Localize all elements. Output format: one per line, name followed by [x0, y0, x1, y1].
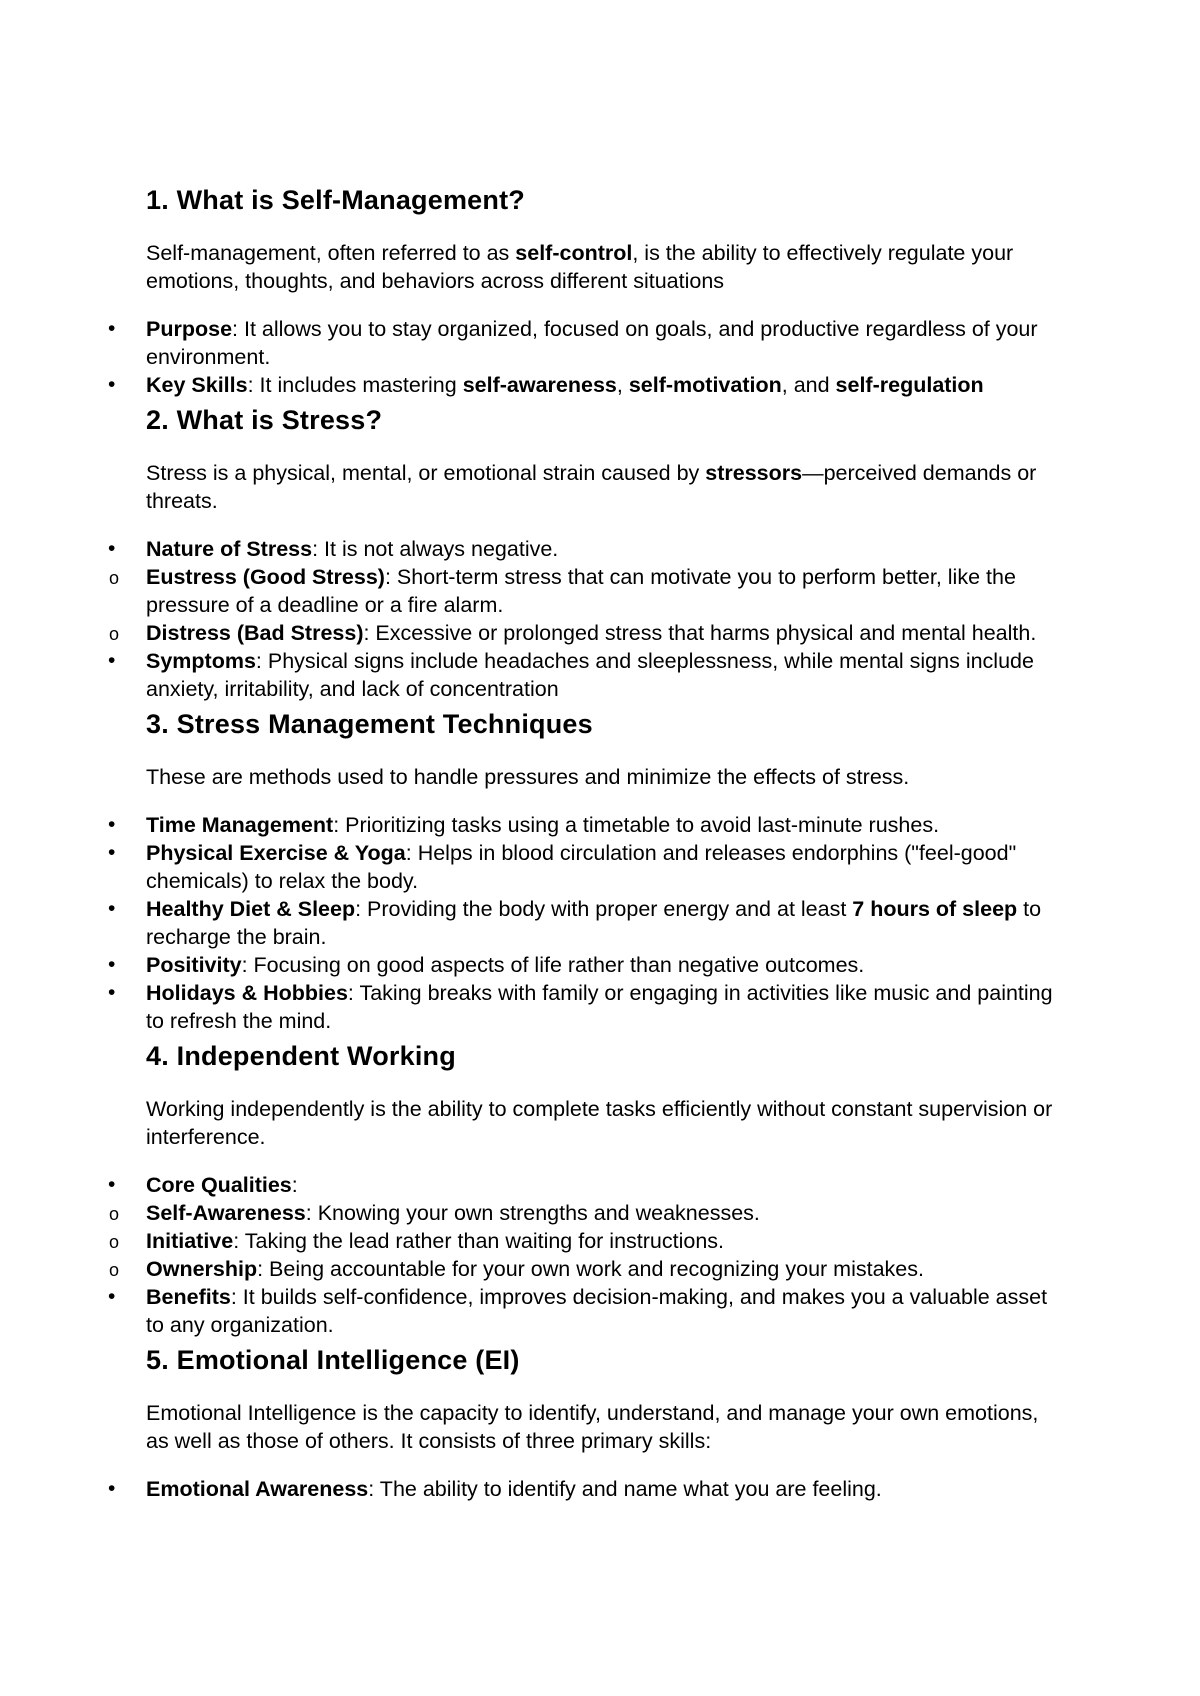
section-emotional-intelligence — [108, 1343, 1066, 1503]
list-item — [108, 895, 1066, 951]
section-heading: 4. Independent Working — [146, 1041, 456, 1071]
bullet-icon: • — [108, 373, 116, 396]
section-heading: 2. What is Stress? — [146, 405, 383, 435]
bullet-list — [108, 535, 1066, 703]
list-item — [108, 1475, 1066, 1503]
bullet-icon: • — [108, 1285, 116, 1308]
bullet-icon: • — [108, 981, 116, 1004]
section-stress — [108, 403, 1066, 703]
intro-text: , is the ability to effectively regulate your emotions, thoughts, and behaviors across different situations — [146, 241, 1014, 293]
list-item — [109, 619, 1066, 647]
item-text: : The ability to identify and name what you are feeling. — [368, 1477, 882, 1501]
section-stress-management — [108, 707, 1066, 1035]
item-text: : Knowing your own strengths and weaknesses. — [305, 1201, 760, 1225]
sub-bullet-icon: o — [109, 568, 120, 588]
list-item — [109, 1227, 1066, 1255]
item-text: : It is not always negative. — [312, 537, 559, 561]
item-label: Positivity — [146, 953, 242, 977]
sub-bullet-icon: o — [109, 1204, 120, 1224]
list-item — [108, 979, 1066, 1035]
bullet-icon: • — [108, 317, 116, 340]
bullet-icon: • — [108, 953, 116, 976]
item-text: : Excessive or prolonged stress that harms physical and mental health. — [363, 621, 1037, 645]
item-text: : Helps in blood circulation and releases endorphins ("feel-good" chemicals) to relax the body. — [146, 841, 1017, 893]
section-intro — [146, 239, 1066, 295]
bullet-list — [108, 1475, 1066, 1503]
intro-text: Working independently is the ability to complete tasks efficiently without constant supervision or interference. — [146, 1097, 1053, 1149]
item-label: Emotional Awareness — [146, 1477, 369, 1501]
list-item — [108, 535, 1066, 563]
item-label: Symptoms — [146, 649, 256, 673]
list-item — [108, 371, 1066, 399]
bullet-icon: • — [108, 813, 116, 836]
intro-text: Self-management, often referred to as — [146, 241, 516, 265]
section-heading: 5. Emotional Intelligence (EI) — [146, 1345, 520, 1375]
item-label: Physical Exercise & Yoga — [146, 841, 406, 865]
item-text: : Providing the body with proper energy and at least — [355, 897, 853, 921]
item-label: Time Management — [146, 813, 334, 837]
section-self-management — [108, 183, 1066, 399]
bullet-icon: • — [108, 1477, 116, 1500]
document-content — [108, 183, 1066, 1507]
intro-text: Emotional Intelligence is the capacity to identify, understand, and manage your own emotions, as well as those of others. It consists of three primary skills: — [146, 1401, 1039, 1453]
section-intro — [146, 763, 1066, 791]
section-heading: 3. Stress Management Techniques — [146, 709, 593, 739]
bullet-icon: • — [108, 537, 116, 560]
section-intro — [146, 459, 1066, 515]
list-item — [109, 1199, 1066, 1227]
item-bold-term: self-awareness — [462, 373, 617, 397]
list-item — [108, 1283, 1066, 1339]
item-text: : It includes mastering — [247, 373, 463, 397]
list-item — [108, 951, 1066, 979]
item-label: Eustress (Good Stress) — [146, 565, 385, 589]
bullet-list — [108, 811, 1066, 1035]
intro-text: These are methods used to handle pressures and minimize the effects of stress. — [146, 765, 910, 789]
item-text: : It allows you to stay organized, focused on goals, and productive regardless of your environment. — [146, 317, 1038, 369]
item-bold-term: self-motivation — [628, 373, 782, 397]
section-intro — [146, 1095, 1066, 1151]
item-bold-term: self-regulation — [835, 373, 984, 397]
bullet-icon: • — [108, 1173, 116, 1196]
intro-text: Stress is a physical, mental, or emotional strain caused by — [146, 461, 706, 485]
item-text: : Short-term stress that can motivate you to perform better, like the pressure of a deadline or a fire alarm. — [146, 565, 1016, 617]
list-item — [108, 315, 1066, 371]
bullet-list — [108, 315, 1066, 399]
item-text: : Prioritizing tasks using a timetable to avoid last-minute rushes. — [333, 813, 940, 837]
sub-bullet-icon: o — [109, 1260, 120, 1280]
item-text: : Focusing on good aspects of life rather than negative outcomes. — [241, 953, 865, 977]
item-text: , — [616, 373, 629, 397]
item-text: : — [291, 1173, 298, 1197]
item-text: : Taking the lead rather than waiting for instructions. — [233, 1229, 725, 1253]
intro-bold-term: self-control — [515, 241, 633, 265]
item-text: : Being accountable for your own work and recognizing your mistakes. — [257, 1257, 924, 1281]
list-item — [108, 839, 1066, 895]
intro-text: —perceived demands or threats. — [146, 461, 1037, 513]
bullet-icon: • — [108, 841, 116, 864]
list-item — [109, 563, 1066, 619]
item-label: Healthy Diet & Sleep — [146, 897, 356, 921]
bullet-icon: • — [108, 897, 116, 920]
list-item — [108, 1171, 1066, 1199]
item-label: Key Skills — [146, 373, 248, 397]
item-text: : Physical signs include headaches and sleeplessness, while mental signs include anxiety, irritability, and lack of concentration — [146, 649, 1034, 701]
item-label: Distress (Bad Stress) — [146, 621, 364, 645]
item-label: Holidays & Hobbies — [146, 981, 348, 1005]
item-text: , and — [781, 373, 836, 397]
item-label: Core Qualities — [146, 1173, 292, 1197]
sub-bullet-icon: o — [109, 624, 120, 644]
item-label: Ownership — [146, 1257, 258, 1281]
bullet-icon: • — [108, 649, 116, 672]
sub-bullet-icon: o — [109, 1232, 120, 1252]
intro-bold-term: stressors — [705, 461, 803, 485]
item-bold-term: 7 hours of sleep — [852, 897, 1018, 921]
item-label: Self-Awareness — [146, 1201, 306, 1225]
item-label: Initiative — [146, 1229, 234, 1253]
list-item — [108, 647, 1066, 703]
item-text: : It builds self-confidence, improves decision-making, and makes you a valuable asset to any organization. — [146, 1285, 1048, 1337]
item-label: Purpose — [146, 317, 233, 341]
section-heading: 1. What is Self-Management? — [146, 185, 525, 215]
item-label: Nature of Stress — [146, 537, 313, 561]
bullet-list — [108, 1171, 1066, 1339]
list-item — [109, 1255, 1066, 1283]
list-item — [108, 811, 1066, 839]
item-label: Benefits — [146, 1285, 231, 1309]
section-independent-working — [108, 1039, 1066, 1339]
item-text: : Taking breaks with family or engaging in activities like music and painting to refresh the mind. — [146, 981, 1053, 1033]
item-text: to recharge the brain. — [146, 897, 1042, 949]
section-intro — [146, 1399, 1066, 1455]
